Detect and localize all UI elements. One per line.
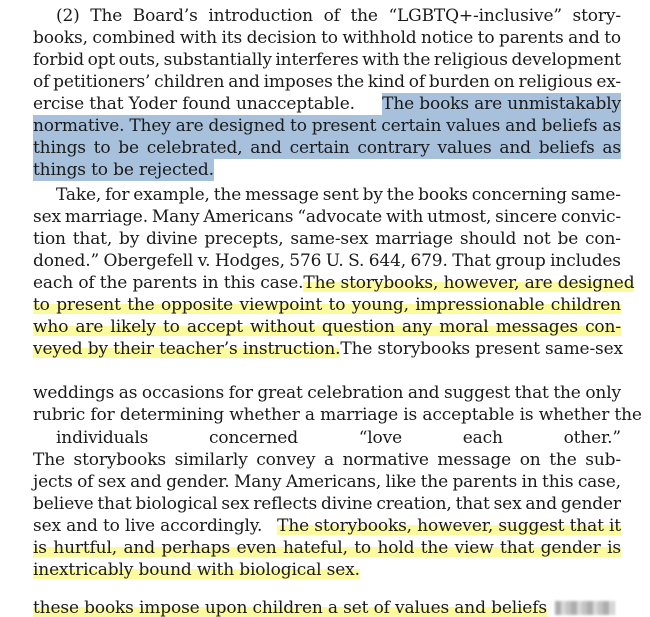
word: jects (33, 472, 73, 492)
word: con- (585, 229, 621, 249)
word: books (418, 185, 468, 205)
word: Many (233, 472, 282, 492)
word: that (97, 494, 132, 514)
text-line (33, 159, 621, 181)
text-line (56, 427, 621, 449)
word: celebration (307, 383, 404, 403)
word: young, (351, 295, 409, 315)
text-line (33, 49, 621, 71)
word: decision (246, 28, 317, 48)
highlighted-text-blue (33, 137, 621, 159)
word: and (505, 116, 537, 136)
word: things (33, 138, 86, 158)
word: U. (325, 251, 344, 271)
word: by (118, 229, 140, 249)
text-line (33, 272, 635, 294)
word: Americans (203, 207, 294, 227)
word: Board’s (132, 6, 198, 26)
word: to (477, 28, 495, 48)
word: that, (72, 229, 113, 249)
word: children (154, 72, 225, 92)
text-line: rubric for determining whether a marriage is acceptable is whether the (33, 405, 642, 425)
text-line (33, 27, 621, 49)
word: Hodges, (214, 251, 285, 271)
word: and (407, 383, 440, 403)
word: “love (358, 428, 402, 448)
text-line (33, 493, 621, 515)
word: certain (381, 116, 442, 136)
word: v. (197, 251, 211, 271)
word: the (420, 538, 449, 558)
text-line (56, 5, 621, 27)
word: burden (428, 72, 490, 92)
highlighted-text-blue (33, 115, 621, 137)
word: Many (151, 207, 200, 227)
highlighted-text-yellow: The storybooks, however, suggest that it (277, 516, 621, 536)
word: as (118, 383, 138, 403)
word: that (514, 383, 549, 403)
word: divine (320, 494, 373, 514)
word: designed (208, 116, 286, 136)
word: as (602, 116, 621, 136)
word: great (257, 383, 303, 403)
highlighted-text-yellow: these books impose upon children a set of values and beliefs (33, 598, 547, 617)
text-run: The storybooks present same-sex (340, 339, 623, 359)
highlighted-text-blue: The books are unmistakably (382, 94, 621, 114)
text-line (33, 316, 621, 338)
word: individuals (56, 428, 149, 448)
word: contrary (357, 138, 430, 158)
text-line (56, 184, 621, 206)
word: concerning (471, 185, 567, 205)
text-line (33, 449, 621, 471)
word: only (585, 383, 621, 403)
word: and (499, 138, 531, 158)
word: as (602, 138, 621, 158)
word: each (462, 428, 503, 448)
word: the (350, 6, 378, 26)
word: combined (92, 28, 176, 48)
word: introduction (208, 6, 313, 26)
word: hateful, (282, 538, 348, 558)
word: “LGBTQ+-inclusive” (388, 6, 562, 26)
highlighted-text-yellow: veyed by their teacher’s instruction. (33, 339, 341, 359)
word: sub- (585, 450, 621, 470)
word: and (568, 28, 600, 48)
word: occasions (141, 383, 225, 403)
word: accept (186, 317, 243, 337)
word: ex- (596, 72, 621, 92)
word: normative. (33, 116, 125, 136)
word: kind (367, 72, 405, 92)
word: That (452, 251, 491, 271)
word: of (408, 72, 426, 92)
word: to (321, 28, 338, 48)
word: sex (493, 494, 522, 514)
word: Obergefell (103, 251, 194, 271)
word: story- (572, 6, 621, 26)
word: opposite (161, 295, 234, 315)
word: reflects (253, 494, 318, 514)
word: to (93, 138, 111, 158)
word: Americans, (285, 472, 382, 492)
text-line (33, 115, 621, 137)
word: moral (439, 317, 489, 337)
word: The (90, 6, 123, 26)
word: should (459, 229, 517, 249)
word: notice (421, 28, 474, 48)
word: outs, (118, 50, 161, 70)
word: the (336, 72, 365, 92)
word: of (33, 72, 50, 92)
text-line (56, 575, 621, 597)
word: sex (97, 472, 126, 492)
word: 644, (368, 251, 406, 271)
word: that (455, 494, 490, 514)
word: any (401, 317, 433, 337)
word: to (328, 295, 346, 315)
word: to (354, 538, 372, 558)
word: books, (33, 28, 88, 48)
word: gender (540, 538, 601, 558)
highlighted-text-yellow: inextricably bound with biological sex. (33, 560, 360, 580)
word: values (446, 116, 501, 136)
word: perhaps (161, 538, 231, 558)
word: “advocate (297, 207, 383, 227)
word: similarly (174, 450, 248, 470)
word: beliefs (538, 138, 595, 158)
word: present (311, 116, 377, 136)
word: They (129, 116, 171, 136)
text-line (33, 597, 621, 617)
word: S. (348, 251, 365, 271)
word: is (607, 538, 621, 558)
word: gender. (166, 472, 230, 492)
word: who (33, 317, 69, 337)
word: storybooks (73, 450, 166, 470)
word: to (162, 317, 180, 337)
word: even (236, 538, 277, 558)
word: hold (377, 538, 415, 558)
text-run: sex and to live accordingly. (33, 516, 263, 536)
word: and (130, 472, 162, 492)
word: tion (33, 229, 66, 249)
word: religious (433, 50, 508, 70)
word: biological (135, 494, 218, 514)
word: 576 (289, 251, 322, 271)
word: and (123, 538, 155, 558)
highlighted-text-yellow (33, 316, 621, 338)
text-run: ercise that Yoder found unacceptable. (33, 94, 355, 114)
text-line (33, 93, 621, 115)
word: and (250, 138, 282, 158)
word: on (519, 450, 541, 470)
word: interferes (275, 50, 359, 70)
word: marriage (375, 229, 454, 249)
text-line (33, 71, 621, 93)
word: this (542, 472, 574, 492)
word: its (221, 28, 243, 48)
word: with (179, 28, 217, 48)
word: are (175, 116, 204, 136)
word: of (77, 472, 94, 492)
word: for (105, 185, 130, 205)
word: to (290, 116, 307, 136)
word: normative (342, 450, 429, 470)
word: development (511, 50, 621, 70)
text-line (33, 471, 621, 493)
word: sex (221, 494, 250, 514)
word: parents (452, 472, 518, 492)
text-line (33, 537, 621, 559)
word: view (454, 538, 494, 558)
word: not (523, 229, 551, 249)
word: con- (585, 317, 621, 337)
word: other.” (563, 428, 621, 448)
word: likely (110, 317, 156, 337)
word: beliefs (541, 116, 598, 136)
highlighted-text-yellow (33, 294, 621, 316)
word: sincere (495, 207, 558, 227)
word: values (437, 138, 492, 158)
word: certain (289, 138, 350, 158)
word: parents (498, 28, 564, 48)
word: doned.” (33, 251, 100, 271)
text-line (33, 206, 621, 228)
word: 679. (410, 251, 448, 271)
word: like (385, 472, 417, 492)
word: messages (495, 317, 578, 337)
word: be (118, 138, 139, 158)
word: are (75, 317, 104, 337)
text-line (33, 294, 621, 316)
text-line (33, 338, 621, 360)
word: impressionable (415, 295, 545, 315)
word: believe (33, 494, 94, 514)
word: by (362, 185, 383, 205)
word: with (362, 50, 400, 70)
word: with (386, 207, 424, 227)
word: utmost, (427, 207, 492, 227)
word: case, (577, 472, 621, 492)
word: withhold (342, 28, 417, 48)
highlighted-text-yellow: The storybooks, however, are designed (303, 273, 635, 293)
word: imposes (263, 72, 333, 92)
word: message (437, 450, 512, 470)
word: viewpoint (239, 295, 323, 315)
word: hurtful, (53, 538, 118, 558)
redacted-text-blur (555, 601, 615, 615)
word: group (495, 251, 546, 271)
word: divine (146, 229, 198, 249)
word: that (500, 538, 535, 558)
word: same- (570, 185, 621, 205)
word: sent (322, 185, 359, 205)
word: on (493, 72, 515, 92)
word: sex (33, 207, 61, 227)
word: the (402, 50, 431, 70)
word: gender (560, 494, 621, 514)
word: is (33, 538, 47, 558)
word: in (521, 472, 538, 492)
word: to (33, 295, 50, 315)
word: present (56, 295, 121, 315)
highlighted-text-blue: things to be rejected. (33, 160, 214, 180)
word: the (213, 185, 242, 205)
word: the (553, 383, 581, 403)
text-line (33, 515, 621, 537)
word: religious (518, 72, 593, 92)
word: of (323, 6, 340, 26)
word: children (550, 295, 621, 315)
word: message (245, 185, 319, 205)
word: The (33, 450, 65, 470)
word: a (324, 450, 334, 470)
word: and (228, 72, 260, 92)
word: Take, (56, 185, 102, 205)
word: question (321, 317, 395, 337)
word: substantially (163, 50, 272, 70)
highlighted-text-yellow (33, 537, 621, 559)
word: be (557, 229, 579, 249)
word: weddings (33, 383, 115, 403)
text-line (33, 382, 621, 404)
word: convic- (560, 207, 621, 227)
word: creation, (376, 494, 452, 514)
word: marriage. (64, 207, 148, 227)
text-line (33, 228, 621, 250)
text-line (33, 250, 621, 272)
word: (2) (56, 6, 80, 26)
word: forbid (33, 50, 84, 70)
word: opt (87, 50, 116, 70)
word: example, (133, 185, 210, 205)
word: the (420, 472, 449, 492)
word: to (604, 28, 621, 48)
word: petitioners’ (53, 72, 151, 92)
word: convey (256, 450, 316, 470)
word: precepts, (204, 229, 284, 249)
word: without (250, 317, 315, 337)
word: celebrated, (146, 138, 243, 158)
word: same-sex (290, 229, 369, 249)
text-line (33, 360, 621, 382)
word: for (228, 383, 253, 403)
word: and (525, 494, 557, 514)
text-line (33, 137, 621, 159)
word: the (127, 295, 155, 315)
word: suggest (444, 383, 511, 403)
word: includes (550, 251, 621, 271)
word: the (386, 185, 415, 205)
word: concerned (208, 428, 298, 448)
word: the (549, 450, 577, 470)
text-run: each of the parents in this case. (33, 273, 304, 293)
